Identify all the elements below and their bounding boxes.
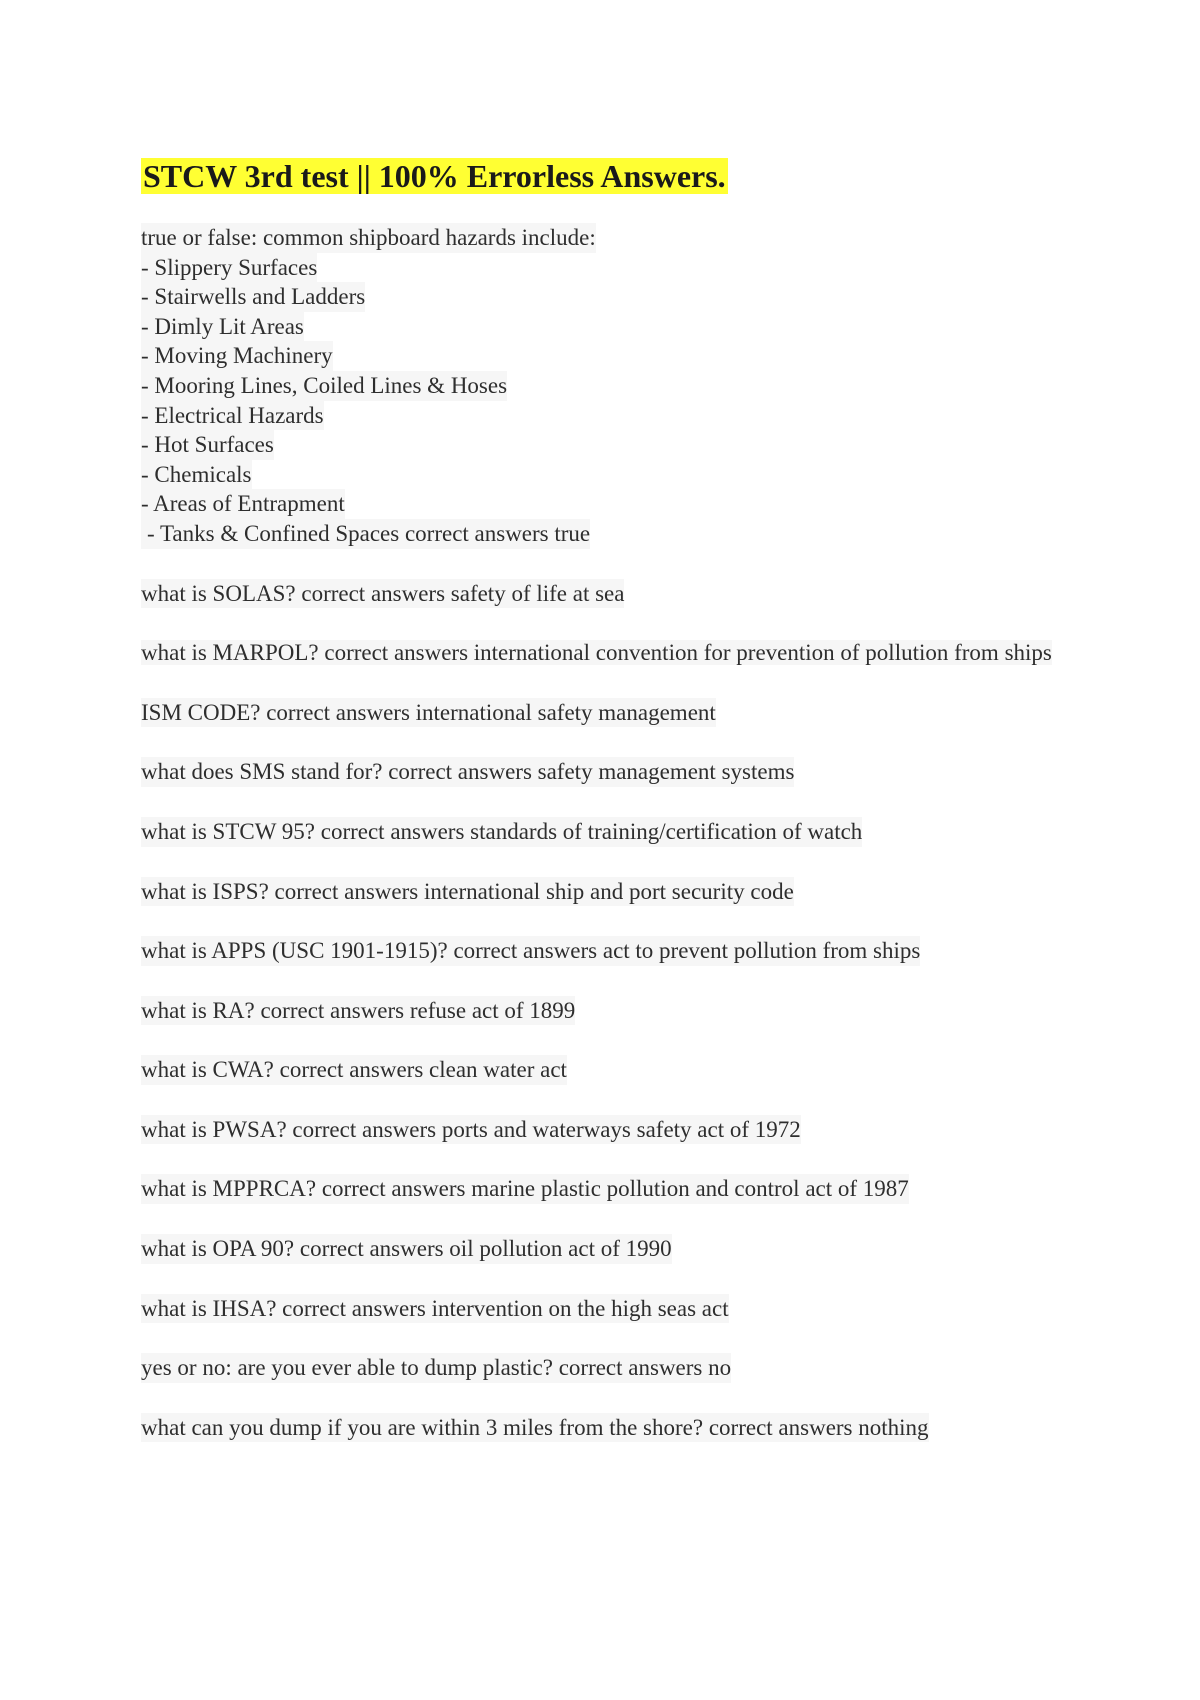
qa-item <box>141 757 1071 787</box>
qa-item <box>141 996 1071 1026</box>
qa-text: what is CWA? correct answers clean water act <box>141 1055 567 1085</box>
qa-item <box>141 1234 1071 1264</box>
qa-item <box>141 1353 1071 1383</box>
hazard-item: - Chemicals <box>141 460 252 490</box>
qa-item <box>141 698 1071 728</box>
document-content <box>141 223 1071 1472</box>
qa-item <box>141 1413 1071 1443</box>
qa-item <box>141 1174 1071 1204</box>
qa-item <box>141 817 1071 847</box>
qa-text: yes or no: are you ever able to dump plastic? correct answers no <box>141 1353 731 1383</box>
qa-text: what is SOLAS? correct answers safety of life at sea <box>141 579 624 609</box>
hazard-item: - Mooring Lines, Coiled Lines & Hoses <box>141 371 507 401</box>
qa-item <box>141 1055 1071 1085</box>
qa-item <box>141 936 1071 966</box>
hazard-item-answer: - Tanks & Confined Spaces correct answers true <box>141 519 590 549</box>
qa-text: what is RA? correct answers refuse act of 1899 <box>141 996 575 1026</box>
qa-text: ISM CODE? correct answers international safety management <box>141 698 716 728</box>
qa-text: what is OPA 90? correct answers oil pollution act of 1990 <box>141 1234 672 1264</box>
hazard-item: - Stairwells and Ladders <box>141 282 365 312</box>
hazard-item: - Electrical Hazards <box>141 401 324 431</box>
qa-item <box>141 1294 1071 1324</box>
qa-text: what is PWSA? correct answers ports and waterways safety act of 1972 <box>141 1115 801 1145</box>
hazard-item: - Hot Surfaces <box>141 430 274 460</box>
qa-item <box>141 579 1071 609</box>
qa-text: what is MPPRCA? correct answers marine plastic pollution and control act of 1987 <box>141 1174 909 1204</box>
document-title <box>141 154 728 198</box>
qa-text: what is MARPOL? correct answers international convention for prevention of pollution from ships <box>141 640 1052 666</box>
qa-text: what is STCW 95? correct answers standards of training/certification of watch <box>141 817 862 847</box>
qa-text: what is ISPS? correct answers international ship and port security code <box>141 877 794 907</box>
hazard-item: - Slippery Surfaces <box>141 253 317 283</box>
hazard-item: - Areas of Entrapment <box>141 489 345 519</box>
qa-item <box>141 1115 1071 1145</box>
hazard-item: - Moving Machinery <box>141 341 333 371</box>
title-highlight: STCW 3rd test || 100% Errorless Answers. <box>143 158 726 194</box>
qa-text: what does SMS stand for? correct answers safety management systems <box>141 757 794 787</box>
qa-text: what is APPS (USC 1901-1915)? correct answers act to prevent pollution from ships <box>141 936 920 966</box>
qa-item <box>141 877 1071 907</box>
qa-text: what can you dump if you are within 3 miles from the shore? correct answers nothing <box>141 1413 929 1443</box>
qa-item <box>141 638 1071 668</box>
hazards-question: true or false: common shipboard hazards include: <box>141 223 596 253</box>
hazards-question-block <box>141 223 1071 549</box>
qa-text: what is IHSA? correct answers intervention on the high seas act <box>141 1294 729 1324</box>
hazard-item: - Dimly Lit Areas <box>141 312 304 342</box>
